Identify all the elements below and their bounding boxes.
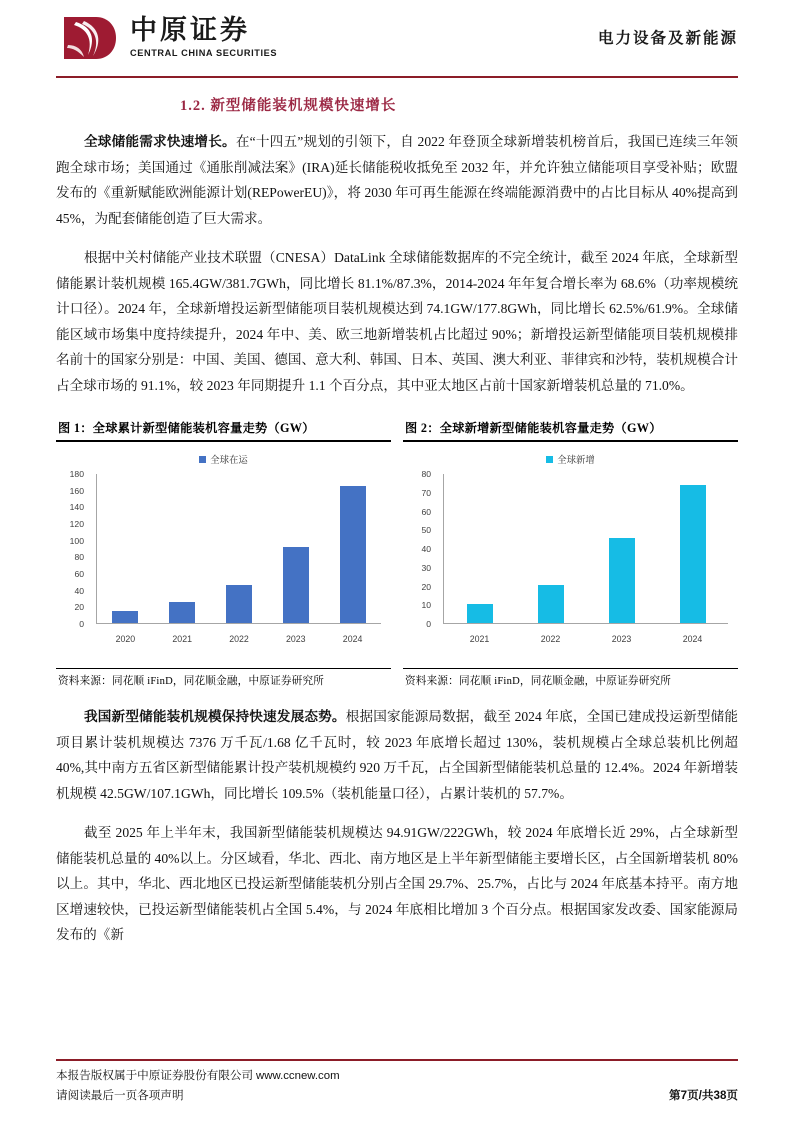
y-tick-label: 80 bbox=[74, 552, 84, 563]
bar-slot bbox=[324, 474, 381, 623]
x-tick-label: 2023 bbox=[286, 634, 306, 644]
bar-slot bbox=[97, 474, 154, 623]
figure-1-x-axis bbox=[97, 634, 381, 644]
figure-1-axes bbox=[62, 469, 381, 646]
bar-slot bbox=[444, 474, 515, 623]
footer-row-1 bbox=[56, 1066, 738, 1086]
brand-name-en: CENTRAL CHINA SECURITIES bbox=[130, 48, 278, 59]
section-number: 1.2. bbox=[180, 98, 206, 114]
figure-1-legend-label: 全球在运 bbox=[210, 454, 248, 465]
figure-2-source: 资料来源：同花顺 iFinD，同花顺金融，中原证券研究所 bbox=[405, 676, 672, 687]
footer-copyright-text: 本报告版权属于中原证券股份有限公司 bbox=[56, 1069, 254, 1082]
y-tick-label: 120 bbox=[69, 518, 84, 529]
y-tick-label: 100 bbox=[69, 535, 84, 546]
y-tick-label: 10 bbox=[421, 600, 431, 611]
page-header bbox=[56, 0, 738, 76]
bar-2020 bbox=[112, 611, 138, 623]
footer-disclaimer: 请阅读最后一页各项声明 bbox=[56, 1089, 184, 1102]
bar-slot bbox=[515, 474, 586, 623]
x-tick-label: 2021 bbox=[172, 634, 192, 644]
x-tick-label: 2023 bbox=[611, 634, 632, 644]
brand-name-cn: 中原证券 bbox=[130, 15, 250, 46]
figures-row bbox=[56, 416, 738, 690]
x-tick-label: 2020 bbox=[115, 634, 136, 644]
x-tick-label: 2022 bbox=[229, 634, 249, 644]
header-divider bbox=[56, 76, 738, 78]
y-tick-label: 70 bbox=[421, 487, 431, 498]
figure-2-legend-label: 全球新增 bbox=[557, 454, 595, 465]
figure-1-legend bbox=[56, 442, 391, 466]
bar-slot bbox=[211, 474, 268, 623]
figure-2-legend bbox=[403, 442, 738, 466]
bar-slot bbox=[267, 474, 324, 623]
bar-2023 bbox=[609, 538, 635, 623]
bar-slot bbox=[154, 474, 211, 623]
bar-slot bbox=[657, 474, 728, 623]
y-tick-label: 140 bbox=[69, 502, 84, 513]
company-logo-icon bbox=[62, 15, 120, 61]
figure-2 bbox=[403, 416, 738, 690]
paragraph-3-body: 根据国家能源局数据，截至 2024 年底，全国已建成投运新型储能项目累计装机规模达 7376 万千瓦/1.68 亿千瓦时，较 2023 年底增长超过 130%，装机规模占全球总装机比例超 40%,其中南方五省区新型储能累计投产装机规模约 920 万千瓦，占全国新型储能装机总量的 12.4%。2024 年新增装机规模 42.5GW/107.1GWh，同比增长 109.5%（装机能量口径），占累计装机的 57.7%。 bbox=[56, 709, 739, 801]
bar-2023 bbox=[283, 547, 309, 623]
paragraph-1-lead: 全球储能需求快速增长。 bbox=[84, 134, 236, 149]
y-tick-label: 40 bbox=[74, 585, 84, 596]
y-tick-label: 60 bbox=[421, 506, 431, 517]
footer-copyright bbox=[56, 1066, 340, 1086]
y-tick-label: 180 bbox=[69, 469, 84, 479]
legend-swatch-icon bbox=[546, 456, 553, 463]
bar-2021 bbox=[169, 602, 195, 623]
footer-divider bbox=[56, 1059, 738, 1061]
bar-2022 bbox=[226, 585, 252, 623]
paragraph-china-capacity bbox=[56, 704, 738, 806]
brand-text bbox=[130, 17, 277, 58]
bar-2024 bbox=[680, 485, 706, 623]
paragraph-3-lead: 我国新型储能装机规模保持快速发展态势。 bbox=[84, 709, 346, 724]
y-tick-label: 0 bbox=[426, 619, 431, 629]
page-title bbox=[180, 94, 738, 115]
y-tick-label: 50 bbox=[421, 525, 431, 536]
industry-label: 电力设备及新能源 bbox=[597, 30, 738, 47]
section-title-text: 新型储能装机规模快速增长 bbox=[210, 98, 397, 114]
bar-2021 bbox=[467, 604, 493, 623]
paragraph-1-body: 在“十四五”规划的引领下，自 2022 年登顶全球新增装机榜首后，我国已连续三年领跑全球市场；美国通过《通胀削减法案》(IRA)延长储能税收抵免至 2032 年，并允许独立储能项目享受补贴；欧盟发布的《重新赋能欧洲能源计划(REPowerEU)》，将 2030 年可再生能源在终端能源消费中的占比目标从 40%提高到 45%，为配套储能创造了巨大需求。 bbox=[56, 134, 738, 226]
figure-1-source: 资料来源：同花顺 iFinD，同花顺金融，中原证券研究所 bbox=[58, 676, 325, 687]
figure-2-axes bbox=[409, 469, 728, 646]
bar-slot bbox=[586, 474, 657, 623]
figure-2-caption: 图 2：全球新增新型储能装机容量走势（GW） bbox=[405, 421, 662, 435]
figure-2-axis-line-x bbox=[443, 623, 728, 624]
figure-2-x-axis bbox=[444, 634, 728, 644]
figure-1 bbox=[56, 416, 391, 690]
footer-website-link[interactable]: www.ccnew.com bbox=[256, 1070, 340, 1082]
x-tick-label: 2024 bbox=[682, 634, 703, 644]
brand-logo bbox=[62, 15, 277, 61]
y-tick-label: 30 bbox=[421, 562, 431, 573]
figure-1-caption: 图 1：全球累计新型储能装机容量走势（GW） bbox=[58, 421, 315, 435]
y-tick-label: 20 bbox=[74, 602, 84, 613]
legend-swatch-icon bbox=[199, 456, 206, 463]
page-footer bbox=[56, 1059, 738, 1105]
y-tick-label: 20 bbox=[421, 581, 431, 592]
figure-1-y-axis bbox=[62, 469, 88, 629]
figure-2-plot bbox=[403, 442, 738, 668]
paragraph-global-demand bbox=[56, 129, 738, 231]
bar-2022 bbox=[538, 585, 564, 623]
y-tick-label: 0 bbox=[79, 619, 84, 629]
x-tick-label: 2024 bbox=[342, 634, 363, 644]
x-tick-label: 2022 bbox=[540, 634, 561, 644]
footer-page-number: 第7页/共38页 bbox=[669, 1089, 738, 1102]
y-tick-label: 40 bbox=[421, 544, 431, 554]
figure-1-axis-line-x bbox=[96, 623, 381, 624]
paragraph-cnesa-stats: 根据中关村储能产业技术联盟（CNESA）DataLink 全球储能数据库的不完全统计，截至 2024 年底，全球新型储能累计装机规模 165.4GW/381.7GWh，同比增长 81.1%/87.3%，2014-2024 年年复合增长率为 68.6%（功率规模统计口径）。2024 年，全球新增投运新型储能项目装机规模达到 74.1GW/177.8GWh，同比增长 62.5%/61.9%。全球储能区域市场集中度持续提升，2024 年中、美、欧三地新增装机占比超过 90%；新增投运新型储能项目装机规模排名前十的国家分别是：中国、美国、德国、意大利、韩国、日本、英国、澳大利亚、菲律宾和沙特，装机规模合计占全球市场的 91.1%，较 2023 年同期提升 1.1 个百分点，其中亚太地区占前十国家新增装机总量的 71.0%。 bbox=[56, 250, 738, 393]
footer-row-2 bbox=[56, 1086, 738, 1105]
y-tick-label: 60 bbox=[74, 568, 84, 579]
bar-2024 bbox=[340, 486, 366, 623]
x-tick-label: 2021 bbox=[469, 634, 490, 644]
figure-2-y-axis bbox=[409, 469, 435, 629]
paragraph-2025-h1: 截至 2025 年上半年末，我国新型储能装机规模达 94.91GW/222GWh，较 2024 年底增长近 29%，占全球新型储能装机总量的 40%以上。分区域看，华北、西北、南方地区是上半年新型储能主要增长区，占全国新增装机 80%以上。其中，华北、西北地区已投运新型储能装机分别占全国 29.7%、25.7%，占比与 2024 年底基本持平。南方地区增速较快，已投运新型储能装机占全国 5.4%，与 2024 年底相比增加 3 个百分点。根据国家发改委、国家能源局发布的《新 bbox=[56, 825, 738, 942]
figure-1-plot bbox=[56, 442, 391, 668]
figure-1-bars bbox=[97, 474, 381, 623]
y-tick-label: 80 bbox=[421, 469, 431, 479]
y-tick-label: 160 bbox=[69, 485, 84, 496]
figure-2-bars bbox=[444, 474, 728, 623]
